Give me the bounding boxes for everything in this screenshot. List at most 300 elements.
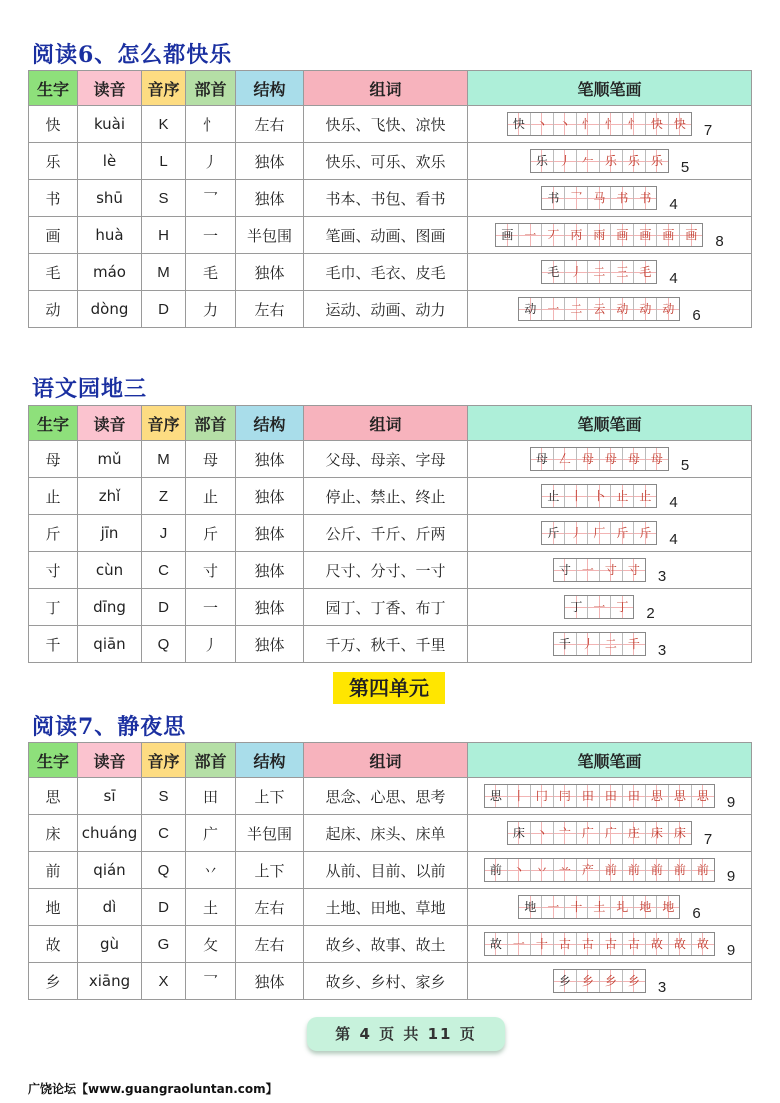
stroke-step-box — [577, 859, 600, 881]
stroke-step-box — [692, 933, 714, 955]
stroke-step-glyph: 厂 — [593, 526, 606, 540]
header-yinxu: 音序 — [142, 406, 186, 441]
stroke-step-box — [588, 485, 611, 507]
stroke-step-box — [600, 970, 623, 992]
pinyin-cell: xiāng — [78, 963, 142, 1000]
pinyin-cell: lè — [78, 143, 142, 180]
stroke-step-box — [508, 933, 531, 955]
stroke-step-glyph: 地 — [662, 900, 675, 914]
table-row — [29, 778, 752, 815]
stroke-step-box — [623, 785, 646, 807]
stroke-order-cell — [468, 515, 752, 552]
stroke-step-box — [577, 822, 600, 844]
stroke-step-glyph: 广 — [581, 826, 594, 840]
pinyin-cell: sī — [78, 778, 142, 815]
stroke-step-box — [611, 261, 634, 283]
table-row — [29, 106, 752, 143]
stroke-count: 4 — [669, 530, 678, 548]
stroke-step-box — [565, 298, 588, 320]
stroke-step-glyph: 千 — [558, 637, 571, 651]
stroke-step-box — [623, 933, 646, 955]
stroke-step-box — [623, 150, 646, 172]
structure-cell: 独体 — [236, 552, 304, 589]
stroke-step-box — [611, 522, 634, 544]
stroke-step-box — [542, 485, 565, 507]
stroke-order-cell — [468, 291, 752, 328]
stroke-step-glyph: 床 — [650, 826, 663, 840]
character-cell: 思 — [29, 778, 78, 815]
stroke-count: 5 — [680, 158, 690, 176]
stroke-step-glyph: 母 — [535, 452, 548, 466]
pinyin-cell: gù — [78, 926, 142, 963]
stroke-order-cell — [468, 626, 752, 663]
stroke-step-box — [577, 113, 600, 135]
word-group-cell: 毛巾、毛衣、皮毛 — [304, 254, 468, 291]
table-row — [29, 180, 752, 217]
stroke-step-glyph: 思 — [696, 789, 709, 803]
radical-cell: 土 — [186, 889, 236, 926]
stroke-step-box — [623, 970, 645, 992]
header-bushou: 部首 — [186, 743, 236, 778]
pinyin-cell: cùn — [78, 552, 142, 589]
stroke-count: 7 — [703, 830, 713, 848]
stroke-step-box — [531, 785, 554, 807]
character-cell: 止 — [29, 478, 78, 515]
stroke-order-strip — [530, 149, 669, 173]
table-row — [29, 852, 752, 889]
structure-cell: 左右 — [236, 926, 304, 963]
stroke-step-box — [565, 261, 588, 283]
stroke-step-glyph: 二 — [593, 265, 606, 279]
stroke-step-box — [565, 522, 588, 544]
stroke-step-box — [623, 448, 646, 470]
pinyin-cell: chuáng — [78, 815, 142, 852]
stroke-order-cell — [468, 852, 752, 889]
header-bushou: 部首 — [186, 406, 236, 441]
word-group-cell: 从前、目前、以前 — [304, 852, 468, 889]
header-zuci: 组词 — [304, 743, 468, 778]
stroke-step-box — [577, 448, 600, 470]
word-group-cell: 运动、动画、动力 — [304, 291, 468, 328]
stroke-step-glyph: 云 — [593, 302, 606, 316]
pinyin-cell: qiān — [78, 626, 142, 663]
stroke-step-glyph: 前 — [627, 863, 640, 877]
stroke-step-glyph: 止 — [547, 489, 560, 503]
stroke-step-box — [634, 522, 656, 544]
stroke-step-glyph: 产 — [581, 863, 594, 877]
stroke-step-glyph: 快 — [650, 117, 663, 131]
structure-cell: 独体 — [236, 441, 304, 478]
stroke-step-box — [554, 448, 577, 470]
stroke-order-strip — [553, 558, 646, 582]
character-cell: 乐 — [29, 143, 78, 180]
initial-letter-cell: G — [142, 926, 186, 963]
page-number-badge: 第 4 页 共 11 页 — [307, 1017, 505, 1051]
stroke-step-glyph: 故 — [650, 937, 663, 951]
pinyin-cell: zhǐ — [78, 478, 142, 515]
header-bishun: 笔顺笔画 — [468, 743, 752, 778]
character-table-3 — [28, 742, 752, 1000]
stroke-step-glyph: 丿 — [581, 637, 594, 651]
character-cell: 毛 — [29, 254, 78, 291]
stroke-step-glyph: 地 — [639, 900, 652, 914]
stroke-step-glyph: 母 — [650, 452, 663, 466]
structure-cell: 独体 — [236, 963, 304, 1000]
initial-letter-cell: C — [142, 552, 186, 589]
stroke-count: 3 — [657, 567, 667, 585]
stroke-step-glyph: 寸 — [604, 563, 617, 577]
word-group-cell: 土地、田地、草地 — [304, 889, 468, 926]
stroke-step-glyph: 前 — [489, 863, 502, 877]
stroke-order-cell — [468, 143, 752, 180]
stroke-step-glyph: 丷 — [535, 863, 548, 877]
section-title-2: 语文园地三 — [32, 376, 148, 402]
stroke-step-glyph: 书 — [639, 191, 652, 205]
stroke-step-glyph: 𠃋 — [558, 452, 571, 466]
stroke-step-box — [600, 859, 623, 881]
stroke-step-box — [588, 224, 611, 246]
stroke-order-strip — [484, 784, 715, 808]
stroke-step-glyph: 寸 — [558, 563, 571, 577]
stroke-order-cell — [468, 815, 752, 852]
stroke-step-glyph: 忄 — [627, 117, 640, 131]
stroke-step-box — [634, 224, 657, 246]
pinyin-cell: jīn — [78, 515, 142, 552]
stroke-order-cell — [468, 963, 752, 1000]
header-shengzi: 生字 — [29, 406, 78, 441]
structure-cell: 上下 — [236, 852, 304, 889]
stroke-step-glyph: 一 — [547, 900, 560, 914]
stroke-step-glyph: 丨 — [570, 489, 583, 503]
radical-cell: 寸 — [186, 552, 236, 589]
table-row — [29, 889, 752, 926]
stroke-step-box — [508, 859, 531, 881]
initial-letter-cell: D — [142, 291, 186, 328]
stroke-step-box — [508, 785, 531, 807]
header-shengzi: 生字 — [29, 71, 78, 106]
stroke-step-glyph: 止 — [616, 489, 629, 503]
stroke-step-glyph: 画 — [639, 228, 652, 242]
character-cell: 乡 — [29, 963, 78, 1000]
header-duyin: 读音 — [78, 71, 142, 106]
stroke-step-glyph: 广 — [604, 826, 617, 840]
pinyin-cell: máo — [78, 254, 142, 291]
pinyin-cell: qián — [78, 852, 142, 889]
stroke-order-strip — [553, 969, 646, 993]
stroke-step-glyph: 思 — [650, 789, 663, 803]
table-row — [29, 515, 752, 552]
stroke-step-glyph: 田 — [627, 789, 640, 803]
radical-cell: 毛 — [186, 254, 236, 291]
stroke-step-box — [588, 522, 611, 544]
stroke-step-box — [634, 485, 656, 507]
stroke-count: 4 — [669, 493, 678, 511]
word-group-cell: 笔画、动画、图画 — [304, 217, 468, 254]
stroke-step-glyph: 忄 — [604, 117, 617, 131]
stroke-step-box — [542, 896, 565, 918]
stroke-step-box — [519, 298, 542, 320]
stroke-count: 5 — [680, 456, 690, 474]
stroke-step-box — [485, 933, 508, 955]
stroke-step-glyph: 丶 — [512, 863, 525, 877]
table-row — [29, 143, 752, 180]
unit-banner: 第四单元 — [333, 672, 445, 704]
stroke-step-box — [577, 150, 600, 172]
footer-source: 广饶论坛【www.guangraoluntan.com】 — [28, 1082, 278, 1096]
structure-cell: 独体 — [236, 589, 304, 626]
stroke-order-cell — [468, 254, 752, 291]
stroke-step-box — [634, 261, 656, 283]
character-cell: 斤 — [29, 515, 78, 552]
header-zuci: 组词 — [304, 406, 468, 441]
stroke-step-box — [692, 785, 714, 807]
stroke-step-glyph: 斤 — [547, 526, 560, 540]
stroke-count: 9 — [726, 867, 736, 885]
stroke-step-box — [588, 261, 611, 283]
stroke-step-box — [692, 859, 714, 881]
stroke-step-box — [554, 822, 577, 844]
pinyin-cell: dòng — [78, 291, 142, 328]
stroke-step-box — [496, 224, 519, 246]
stroke-step-glyph: 一 — [547, 302, 560, 316]
character-table-1 — [28, 70, 752, 328]
stroke-step-box — [646, 150, 668, 172]
pinyin-cell: dì — [78, 889, 142, 926]
initial-letter-cell: L — [142, 143, 186, 180]
stroke-step-glyph: 思 — [673, 789, 686, 803]
stroke-order-cell — [468, 889, 752, 926]
pinyin-cell: kuài — [78, 106, 142, 143]
stroke-step-glyph: 床 — [673, 826, 686, 840]
initial-letter-cell: K — [142, 106, 186, 143]
initial-letter-cell: D — [142, 889, 186, 926]
radical-cell: 田 — [186, 778, 236, 815]
stroke-step-box — [657, 896, 679, 918]
structure-cell: 上下 — [236, 778, 304, 815]
stroke-step-box — [565, 187, 588, 209]
character-cell: 故 — [29, 926, 78, 963]
stroke-step-box — [600, 933, 623, 955]
stroke-step-glyph: 二 — [604, 637, 617, 651]
character-cell: 床 — [29, 815, 78, 852]
character-cell: 母 — [29, 441, 78, 478]
stroke-step-glyph: 书 — [616, 191, 629, 205]
stroke-step-box — [554, 933, 577, 955]
stroke-step-glyph: 丿 — [570, 265, 583, 279]
table-header-row — [29, 406, 752, 441]
character-cell: 丁 — [29, 589, 78, 626]
stroke-order-strip — [484, 932, 715, 956]
stroke-order-cell — [468, 441, 752, 478]
stroke-step-glyph: 毛 — [639, 265, 652, 279]
radical-cell: 母 — [186, 441, 236, 478]
stroke-step-glyph: 乛 — [570, 191, 583, 205]
initial-letter-cell: C — [142, 815, 186, 852]
word-group-cell: 停止、禁止、终止 — [304, 478, 468, 515]
stroke-step-box — [519, 224, 542, 246]
structure-cell: 独体 — [236, 626, 304, 663]
stroke-step-glyph: 画 — [685, 228, 698, 242]
radical-cell: 丿 — [186, 143, 236, 180]
stroke-step-glyph: 冃 — [558, 789, 571, 803]
radical-cell: 乛 — [186, 180, 236, 217]
stroke-order-strip — [507, 112, 692, 136]
stroke-step-glyph: 丁 — [616, 600, 629, 614]
stroke-step-glyph: 田 — [581, 789, 594, 803]
table-row — [29, 217, 752, 254]
table-row — [29, 926, 752, 963]
radical-cell: 丷 — [186, 852, 236, 889]
word-group-cell: 快乐、可乐、欢乐 — [304, 143, 468, 180]
initial-letter-cell: M — [142, 441, 186, 478]
stroke-step-box — [646, 448, 668, 470]
table-row — [29, 291, 752, 328]
structure-cell: 独体 — [236, 180, 304, 217]
stroke-step-box — [565, 485, 588, 507]
stroke-step-glyph: 丿 — [570, 526, 583, 540]
stroke-step-box — [554, 150, 577, 172]
stroke-order-strip — [541, 521, 657, 545]
word-group-cell: 园丁、丁香、布丁 — [304, 589, 468, 626]
stroke-step-glyph: 动 — [616, 302, 629, 316]
stroke-step-glyph: 故 — [673, 937, 686, 951]
stroke-count: 4 — [669, 195, 678, 213]
stroke-step-box — [531, 822, 554, 844]
initial-letter-cell: J — [142, 515, 186, 552]
stroke-step-glyph: 二 — [570, 302, 583, 316]
character-cell: 地 — [29, 889, 78, 926]
header-bushou: 部首 — [186, 71, 236, 106]
stroke-step-glyph: 千 — [627, 637, 640, 651]
stroke-step-box — [588, 187, 611, 209]
table-row — [29, 815, 752, 852]
stroke-step-box — [542, 298, 565, 320]
stroke-step-glyph: 动 — [524, 302, 537, 316]
stroke-step-box — [646, 822, 669, 844]
radical-cell: 力 — [186, 291, 236, 328]
initial-letter-cell: M — [142, 254, 186, 291]
table-row — [29, 478, 752, 515]
stroke-step-box — [623, 559, 645, 581]
stroke-step-glyph: 毛 — [547, 265, 560, 279]
stroke-step-box — [600, 150, 623, 172]
header-jiegou: 结构 — [236, 406, 304, 441]
stroke-step-box — [680, 224, 702, 246]
stroke-order-strip — [541, 260, 657, 284]
stroke-step-glyph: 亠 — [558, 826, 571, 840]
stroke-step-glyph: 丿 — [558, 154, 571, 168]
word-group-cell: 尺寸、分寸、一寸 — [304, 552, 468, 589]
stroke-step-box — [611, 224, 634, 246]
stroke-order-strip — [564, 595, 634, 619]
header-shengzi: 生字 — [29, 743, 78, 778]
stroke-step-glyph: 𠂉 — [581, 154, 594, 168]
stroke-step-box — [565, 896, 588, 918]
initial-letter-cell: X — [142, 963, 186, 1000]
stroke-step-box — [542, 261, 565, 283]
header-duyin: 读音 — [78, 743, 142, 778]
structure-cell: 独体 — [236, 143, 304, 180]
stroke-order-strip — [495, 223, 703, 247]
stroke-count: 6 — [692, 306, 701, 324]
stroke-step-glyph: 前 — [604, 863, 617, 877]
stroke-step-box — [554, 859, 577, 881]
stroke-step-glyph: 忄 — [581, 117, 594, 131]
stroke-order-cell — [468, 778, 752, 815]
pinyin-cell: huà — [78, 217, 142, 254]
stroke-step-box — [577, 559, 600, 581]
character-table-2 — [28, 405, 752, 663]
stroke-step-glyph: 古 — [604, 937, 617, 951]
stroke-step-box — [519, 896, 542, 918]
stroke-step-box — [554, 970, 577, 992]
table-row — [29, 963, 752, 1000]
stroke-step-box — [565, 224, 588, 246]
stroke-step-glyph: 画 — [616, 228, 629, 242]
initial-letter-cell: Q — [142, 626, 186, 663]
stroke-order-strip — [484, 858, 715, 882]
stroke-order-cell — [468, 589, 752, 626]
stroke-step-glyph: 古 — [627, 937, 640, 951]
character-cell: 寸 — [29, 552, 78, 589]
structure-cell: 独体 — [236, 515, 304, 552]
table-header-row — [29, 71, 752, 106]
radical-cell: 广 — [186, 815, 236, 852]
stroke-step-box — [669, 785, 692, 807]
stroke-step-glyph: 地 — [524, 900, 537, 914]
structure-cell: 左右 — [236, 106, 304, 143]
stroke-step-glyph: 寸 — [627, 563, 640, 577]
character-cell: 书 — [29, 180, 78, 217]
stroke-step-glyph: 动 — [639, 302, 652, 316]
stroke-step-box — [508, 113, 531, 135]
stroke-step-box — [531, 113, 554, 135]
stroke-step-glyph: 前 — [673, 863, 686, 877]
character-cell: 快 — [29, 106, 78, 143]
stroke-step-box — [646, 859, 669, 881]
stroke-order-strip — [553, 632, 646, 656]
stroke-step-glyph: 䒑 — [558, 863, 571, 877]
stroke-step-glyph: 止 — [639, 489, 652, 503]
stroke-count: 9 — [726, 793, 736, 811]
header-jiegou: 结构 — [236, 71, 304, 106]
word-group-cell: 思念、心思、思考 — [304, 778, 468, 815]
initial-letter-cell: Z — [142, 478, 186, 515]
stroke-order-cell — [468, 478, 752, 515]
stroke-step-glyph: 十 — [535, 937, 548, 951]
stroke-order-strip — [530, 447, 669, 471]
stroke-step-glyph: 雨 — [593, 228, 606, 242]
header-bishun: 笔顺笔画 — [468, 71, 752, 106]
stroke-step-box — [623, 633, 645, 655]
stroke-step-box — [554, 633, 577, 655]
stroke-step-box — [623, 859, 646, 881]
table-row — [29, 589, 752, 626]
section-title-3: 阅读7、静夜思 — [32, 714, 187, 740]
stroke-step-box — [577, 633, 600, 655]
radical-cell: 忄 — [186, 106, 236, 143]
stroke-count: 3 — [657, 641, 667, 659]
stroke-step-box — [657, 224, 680, 246]
stroke-step-box — [623, 822, 646, 844]
stroke-step-glyph: 古 — [558, 937, 571, 951]
stroke-count: 4 — [669, 269, 678, 287]
stroke-step-box — [611, 896, 634, 918]
stroke-step-box — [634, 298, 657, 320]
radical-cell: 丿 — [186, 626, 236, 663]
word-group-cell: 公斤、千斤、斤两 — [304, 515, 468, 552]
stroke-step-box — [588, 596, 611, 618]
